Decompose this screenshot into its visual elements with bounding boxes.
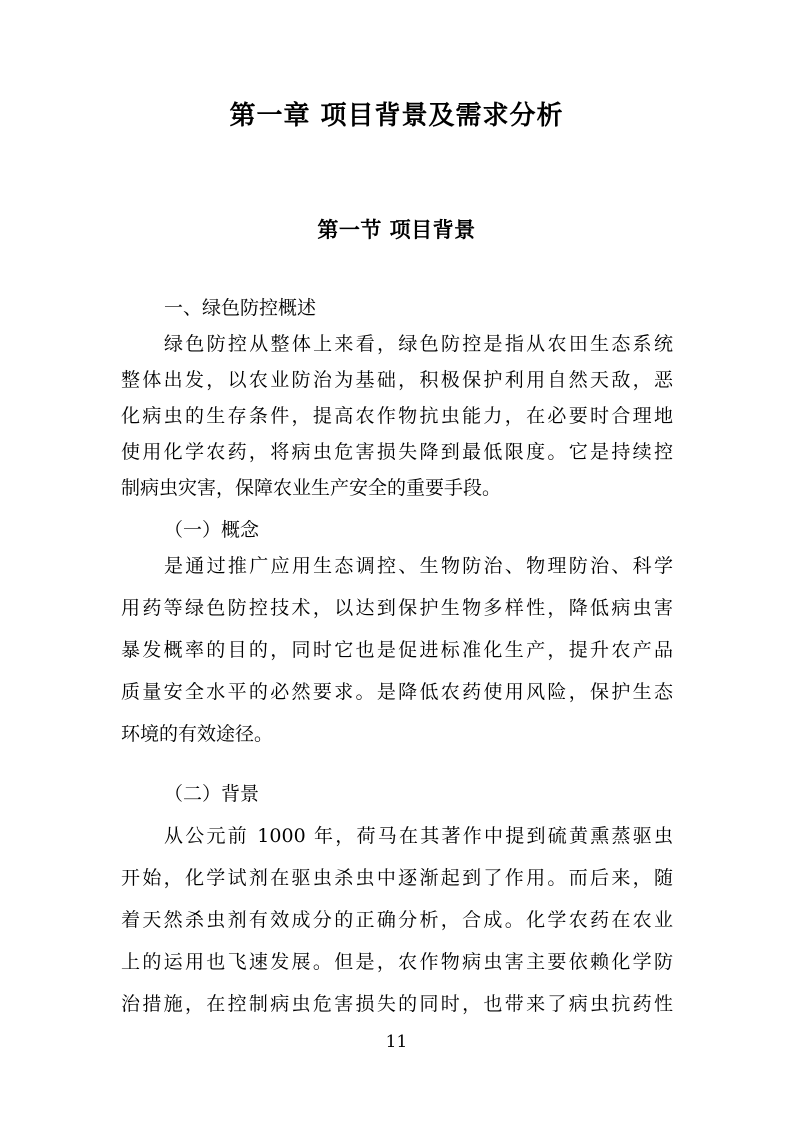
paragraph-line: 暴发概率的目的，同时它也是促进标准化生产，提升农产品 [121, 639, 673, 661]
heading-green-control-overview: 一、绿色防控概述 [164, 297, 317, 319]
paragraph-line: 开始，化学试剂在驱虫杀虫中逐渐起到了作用。而后来，随 [121, 867, 673, 889]
page-number: 11 [385, 1032, 408, 1052]
paragraph-line: 使用化学农药，将病虫危害损失降到最低限度。它是持续控 [121, 441, 673, 463]
paragraph-line: 制病虫灾害，保障农业生产安全的重要手段。 [121, 477, 502, 499]
paragraph-line: 用药等绿色防控技术，以达到保护生物多样性，降低病虫害 [121, 597, 673, 619]
paragraph-line: 从公元前 1000 年，荷马在其著作中提到硫黄熏蒸驱虫 [164, 825, 673, 847]
chapter-title: 第一章 项目背景及需求分析 [229, 101, 564, 131]
paragraph-line: 是通过推广应用生态调控、生物防治、物理防治、科学 [164, 555, 673, 577]
paragraph-line: 质量安全水平的必然要求。是降低农药使用风险，保护生态 [121, 681, 673, 703]
heading-concept: （一）概念 [164, 519, 260, 541]
paragraph-line: 上的运用也飞速发展。但是，农作物病虫害主要依赖化学防 [121, 951, 673, 973]
section-title: 第一节 项目背景 [317, 218, 476, 242]
paragraph-line: 化病虫的生存条件，提高农作物抗虫能力，在必要时合理地 [121, 405, 673, 427]
paragraph-line: 着天然杀虫剂有效成分的正确分析，合成。化学农药在农业 [121, 909, 673, 931]
heading-background: （二）背景 [164, 783, 260, 805]
paragraph-line: 环境的有效途径。 [121, 723, 274, 745]
paragraph-line: 绿色防控从整体上来看，绿色防控是指从农田生态系统 [164, 333, 673, 355]
paragraph-line: 整体出发，以农业防治为基础，积极保护利用自然天敌，恶 [121, 369, 673, 391]
paragraph-line: 治措施，在控制病虫危害损失的同时，也带来了病虫抗药性 [121, 993, 673, 1015]
